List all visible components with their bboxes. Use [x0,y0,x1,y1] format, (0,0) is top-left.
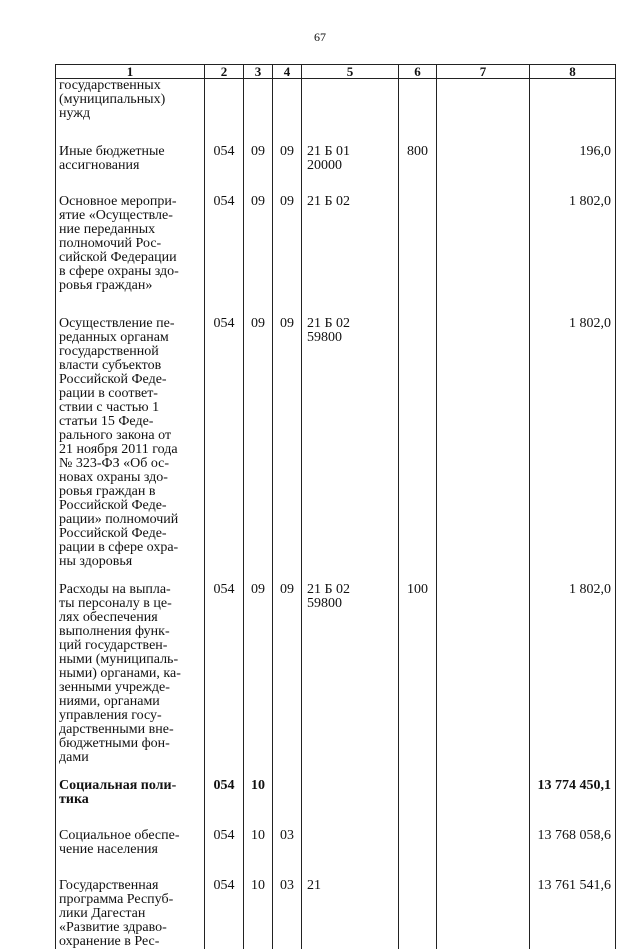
row-name-cell [56,79,205,146]
expense-type-cell [399,79,437,146]
amount-cell: 1 802,0 [530,583,616,779]
expense-type-cell [399,779,437,829]
row-name-line: № 323-ФЗ «Об ос- [59,457,201,471]
row-name-cell [56,195,205,317]
row-name-line: в сфере охраны здо- [59,265,201,279]
ministry-code-cell: 054 [205,195,244,317]
target-code-cell [302,195,399,317]
row-name-line: (муниципальных) [59,93,201,107]
subsection-code-cell: 09 [273,583,302,779]
ministry-code-cell: 054 [205,145,244,195]
ministry-code-cell: 054 [205,879,244,949]
row-name-line: дами [59,751,201,765]
target-code-cell [302,829,399,879]
ministry-code-cell: 054 [205,583,244,779]
section-code-cell [244,79,273,146]
amount-cell: 13 768 058,6 [530,829,616,879]
target-code-line: 21 Б 01 [307,145,398,159]
row-name-line: Социальное обеспе- [59,829,201,843]
row-name-line: государственных [59,79,201,93]
target-code-line: 59800 [307,597,398,611]
column-header: 3 [244,65,273,79]
table-row [56,829,616,879]
row-name-line: новах охраны здо- [59,471,201,485]
row-name-line: реданных органам [59,331,201,345]
row-name-line: тика [59,793,201,807]
section-code-cell: 10 [244,779,273,829]
ministry-code-cell [205,79,244,146]
row-name-cell [56,145,205,195]
target-code-cell [302,317,399,583]
extra-cell [437,583,530,779]
row-name-line: управления госу- [59,709,201,723]
row-name-line: Социальная поли- [59,779,201,793]
row-name-line: ние переданных [59,223,201,237]
row-name-line: статьи 15 Феде- [59,415,201,429]
row-name-line: сийской Федерации [59,251,201,265]
column-header: 2 [205,65,244,79]
column-header: 6 [399,65,437,79]
table-row [56,317,616,583]
subsection-code-cell [273,779,302,829]
row-name-line: ровья граждан в [59,485,201,499]
column-header: 5 [302,65,399,79]
column-header: 8 [530,65,616,79]
row-name-line: ниями, органами [59,695,201,709]
target-code-line: 59800 [307,331,398,345]
table-row [56,195,616,317]
row-name-line: рального закона от [59,429,201,443]
expense-type-cell [399,829,437,879]
table-row [56,79,616,146]
row-name-line: Расходы на выпла- [59,583,201,597]
section-code-cell: 09 [244,317,273,583]
row-name-line: ты персоналу в це- [59,597,201,611]
target-code-line: 21 [307,879,398,893]
target-code-cell [302,583,399,779]
expense-type-cell [399,879,437,949]
row-name-line: Осуществление пе- [59,317,201,331]
amount-cell: 1 802,0 [530,317,616,583]
column-header: 4 [273,65,302,79]
extra-cell [437,779,530,829]
row-name-line: лях обеспечения [59,611,201,625]
target-code-cell [302,79,399,146]
row-name-cell [56,317,205,583]
amount-cell: 1 802,0 [530,195,616,317]
target-code-line: 21 Б 02 [307,317,398,331]
expense-type-cell [399,317,437,583]
row-name-line: ятие «Осуществле- [59,209,201,223]
ministry-code-cell: 054 [205,829,244,879]
ministry-code-cell: 054 [205,317,244,583]
subsection-code-cell [273,79,302,146]
target-code-line: 21 Б 02 [307,583,398,597]
row-name-line: ствии с частью 1 [59,401,201,415]
table-body [56,79,616,949]
row-name-line: государственной [59,345,201,359]
row-name-line: Основное меропри- [59,195,201,209]
row-name-cell [56,583,205,779]
row-name-line: Российской Феде- [59,373,201,387]
column-header: 7 [437,65,530,79]
row-name-line: ровья граждан» [59,279,201,293]
row-name-line: рации в сфере охра- [59,541,201,555]
target-code-cell [302,779,399,829]
row-name-line: зенными учрежде- [59,681,201,695]
target-code-line: 21 Б 02 [307,195,398,209]
section-code-cell: 09 [244,145,273,195]
amount-cell: 13 774 450,1 [530,779,616,829]
subsection-code-cell: 03 [273,879,302,949]
row-name-line: нужд [59,107,201,121]
table-row [56,779,616,829]
extra-cell [437,829,530,879]
row-name-line: охранение в Рес- [59,935,201,949]
row-name-cell [56,879,205,949]
row-name-line: «Развитие здраво- [59,921,201,935]
row-name-line: рации» полномочий [59,513,201,527]
target-code-line: 20000 [307,159,398,173]
header-row [56,65,616,79]
row-name-line: бюджетными фон- [59,737,201,751]
subsection-code-cell: 09 [273,145,302,195]
table-row [56,879,616,949]
extra-cell [437,145,530,195]
subsection-code-cell: 09 [273,195,302,317]
row-name-line: ными) органами, ка- [59,667,201,681]
section-code-cell: 10 [244,879,273,949]
expense-type-cell: 100 [399,583,437,779]
extra-cell [437,79,530,146]
row-name-line: выполнения функ- [59,625,201,639]
column-header: 1 [56,65,205,79]
target-code-cell [302,879,399,949]
row-name-line: Российской Феде- [59,499,201,513]
section-code-cell: 09 [244,195,273,317]
row-name-line: Иные бюджетные [59,145,201,159]
row-name-line: чение населения [59,843,201,857]
row-name-line: Российской Феде- [59,527,201,541]
row-name-line: 21 ноября 2011 года [59,443,201,457]
amount-cell: 13 761 541,6 [530,879,616,949]
budget-table [55,64,616,949]
page-number: 67 [0,30,640,45]
target-code-cell [302,145,399,195]
row-name-line: полномочий Рос- [59,237,201,251]
expense-type-cell [399,195,437,317]
ministry-code-cell: 054 [205,779,244,829]
row-name-line: лики Дагестан [59,907,201,921]
section-code-cell: 09 [244,583,273,779]
table-row [56,583,616,779]
expense-type-cell: 800 [399,145,437,195]
extra-cell [437,317,530,583]
amount-cell [530,79,616,146]
subsection-code-cell: 03 [273,829,302,879]
extra-cell [437,195,530,317]
row-name-line: Государственная [59,879,201,893]
row-name-line: ассигнования [59,159,201,173]
section-code-cell: 10 [244,829,273,879]
row-name-line: ций государствен- [59,639,201,653]
row-name-line: рации в соответ- [59,387,201,401]
table-row [56,145,616,195]
row-name-cell [56,779,205,829]
row-name-line: программа Респуб- [59,893,201,907]
row-name-line: ны здоровья [59,555,201,569]
row-name-line: власти субъектов [59,359,201,373]
row-name-line: дарственными вне- [59,723,201,737]
subsection-code-cell: 09 [273,317,302,583]
extra-cell [437,879,530,949]
row-name-cell [56,829,205,879]
row-name-line: ными (муниципаль- [59,653,201,667]
amount-cell: 196,0 [530,145,616,195]
